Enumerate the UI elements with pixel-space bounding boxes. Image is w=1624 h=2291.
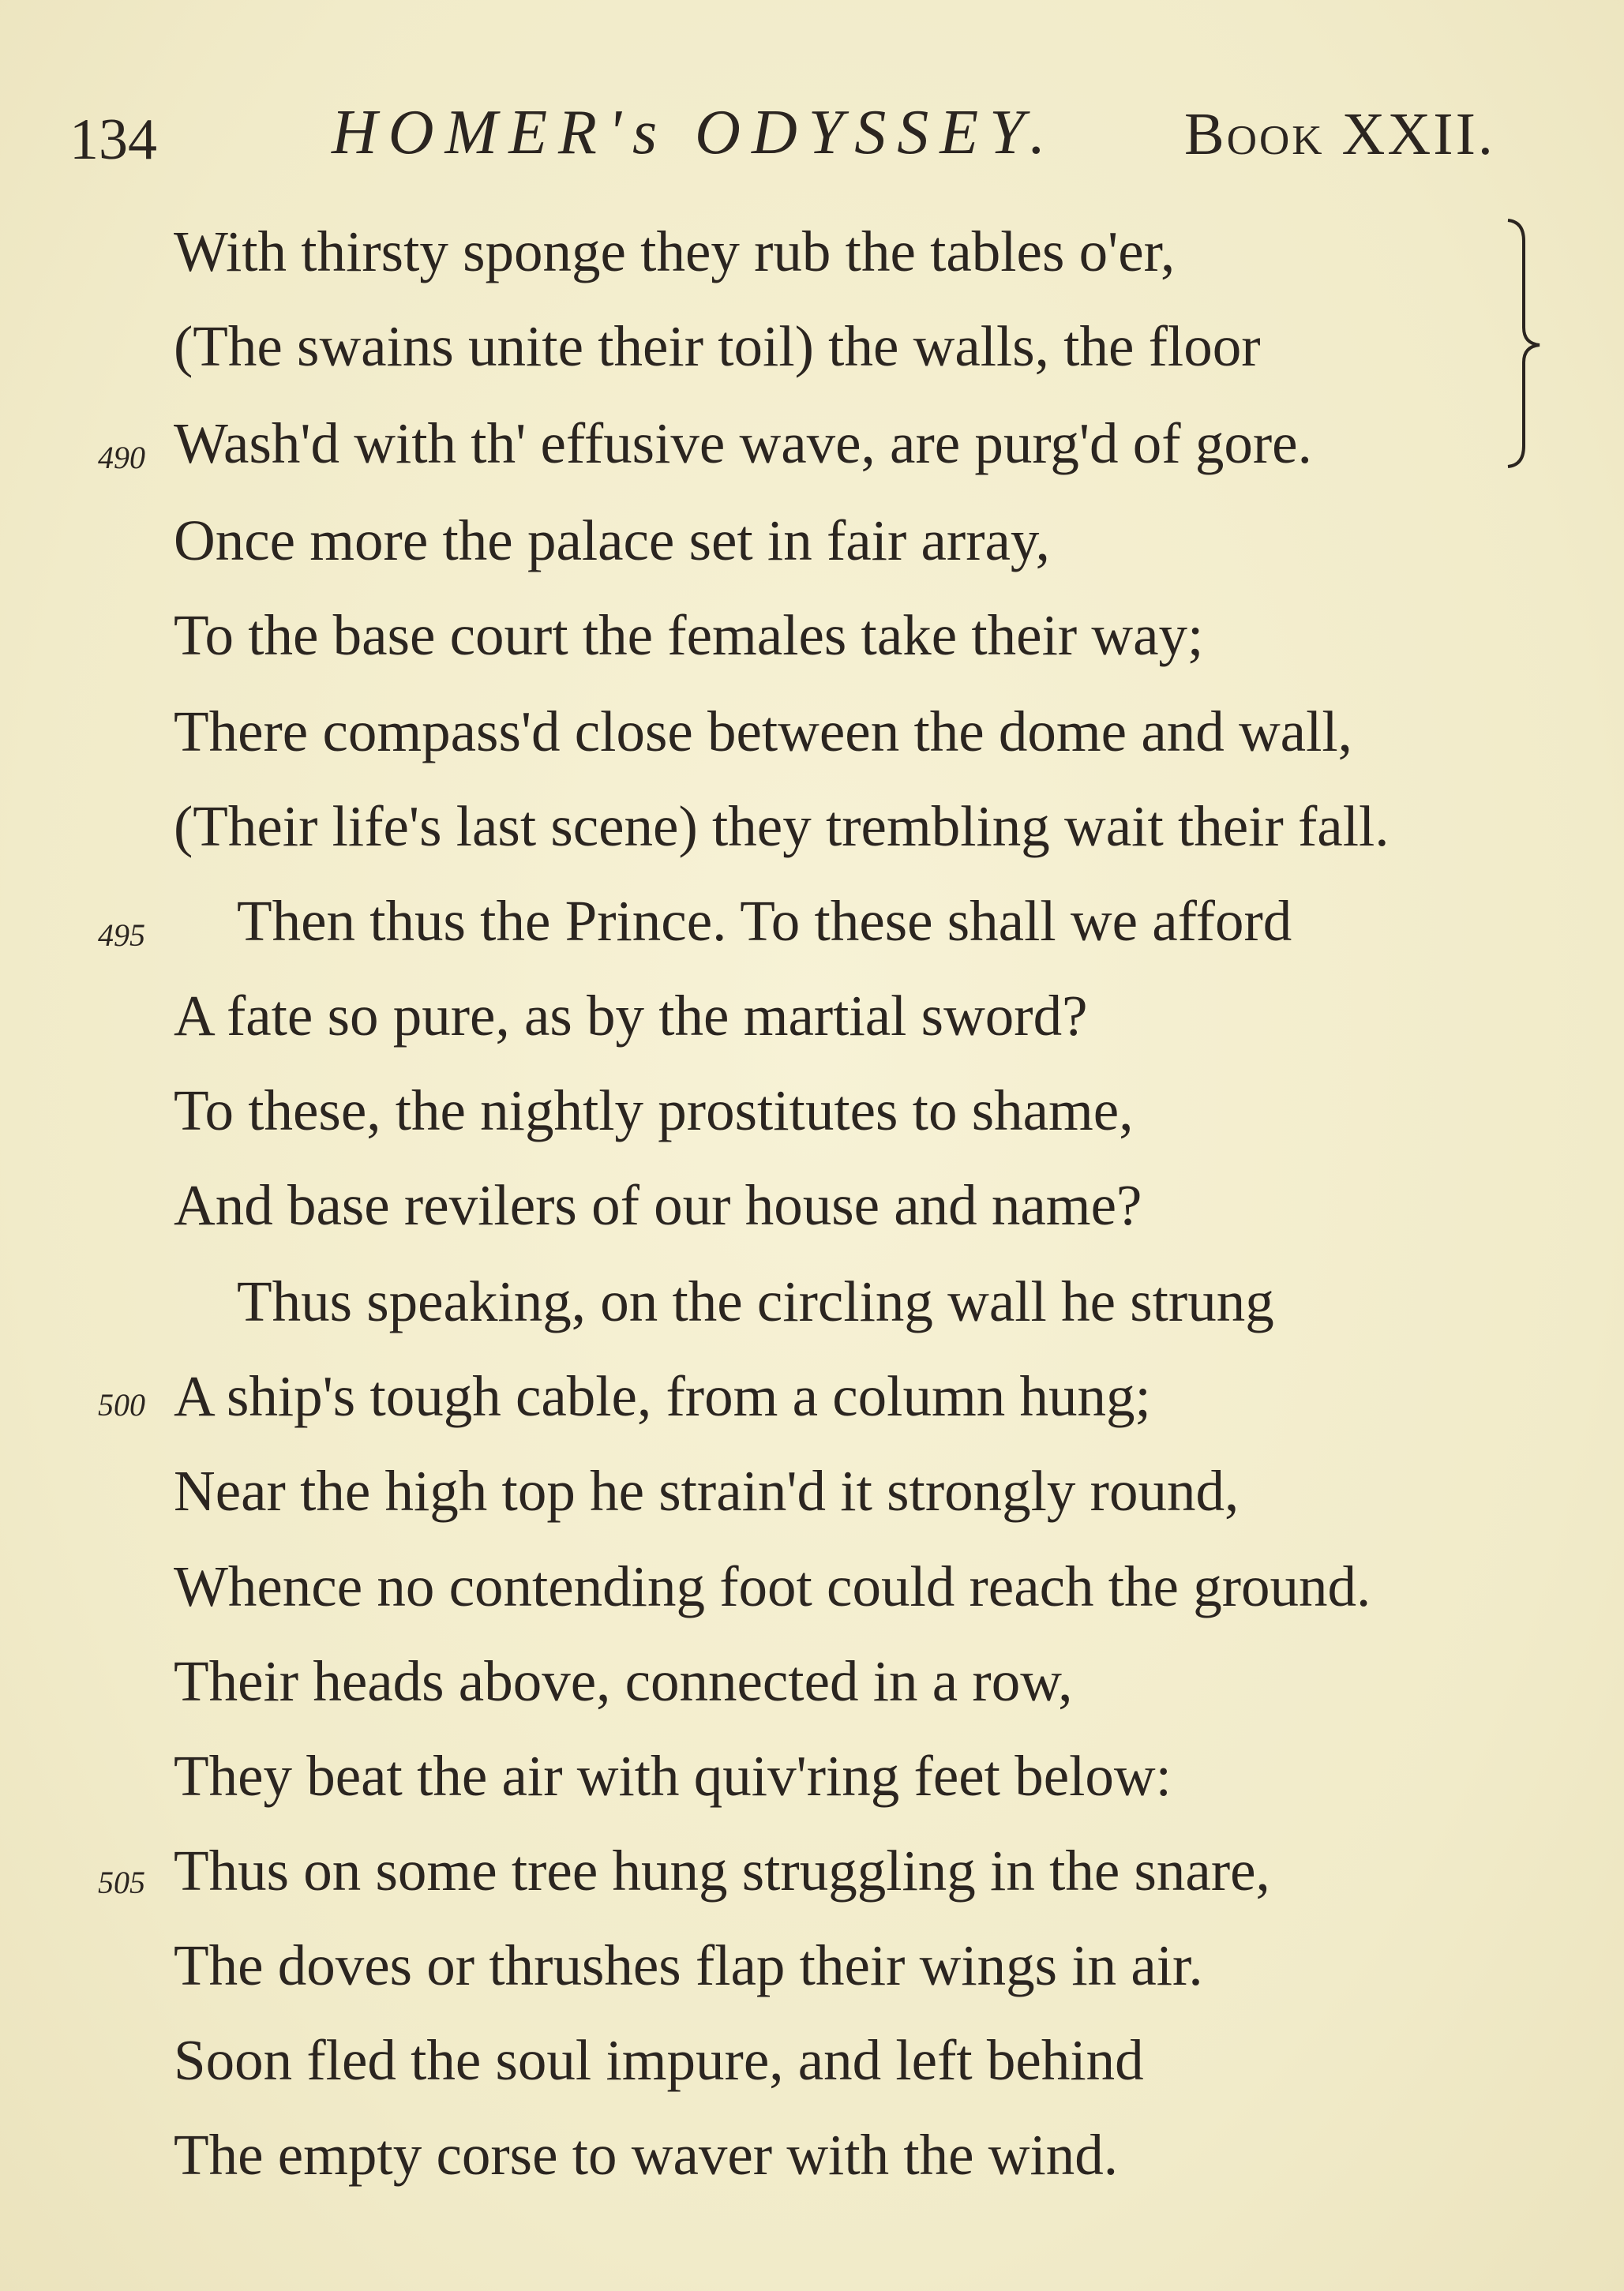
verse-line: And base revilers of our house and name? [174, 1173, 1142, 1237]
verse-line: Soon fled the soul impure, and left behind [174, 2028, 1144, 2092]
verse-line: Their heads above, connected in a row, [174, 1649, 1073, 1713]
triplet-brace [1500, 217, 1547, 470]
verse-line: They beat the air with quiv'ring feet below: [174, 1744, 1172, 1808]
verse-line: With thirsty sponge they rub the tables o'er, [174, 219, 1176, 283]
verse-line: There compass'd close between the dome and wall, [174, 699, 1352, 763]
verse-line: (The swains unite their toil) the walls, the floor [174, 314, 1261, 378]
verse-line: Near the high top he strain'd it strongly round, [174, 1459, 1240, 1523]
verse-line: The empty corse to waver with the wind. [174, 2123, 1119, 2187]
verse-line: To these, the nightly prostitutes to shame, [174, 1078, 1134, 1142]
verse-line: A fate so pure, as by the martial sword? [174, 984, 1088, 1048]
line-number: 490 [98, 440, 145, 475]
verse-line: The doves or thrushes flap their wings in air. [174, 1933, 1203, 1997]
verse-line: A ship's tough cable, from a column hung; [174, 1364, 1151, 1428]
verse-line: To the base court the females take their way; [174, 603, 1204, 667]
verse-line: Thus speaking, on the circling wall he strung [237, 1269, 1274, 1333]
verse-line: (Their life's last scene) they trembling wait their fall. [174, 794, 1390, 858]
verse-line: Then thus the Prince. To these shall we afford [237, 889, 1292, 953]
running-title: HOMER's ODYSSEY. [332, 98, 1057, 167]
line-number: 500 [98, 1387, 145, 1423]
page-number: 134 [69, 107, 157, 172]
line-number: 495 [98, 917, 145, 953]
verse-line: Once more the palace set in fair array, [174, 508, 1050, 572]
verse-line: Thus on some tree hung struggling in the snare, [174, 1839, 1270, 1903]
verse-line: Wash'd with th' effusive wave, are purg'd of gore. [174, 411, 1312, 475]
line-number: 505 [98, 1865, 145, 1900]
book-label: Book XXII. [1184, 101, 1495, 167]
verse-line: Whence no contending foot could reach the ground. [174, 1554, 1371, 1618]
